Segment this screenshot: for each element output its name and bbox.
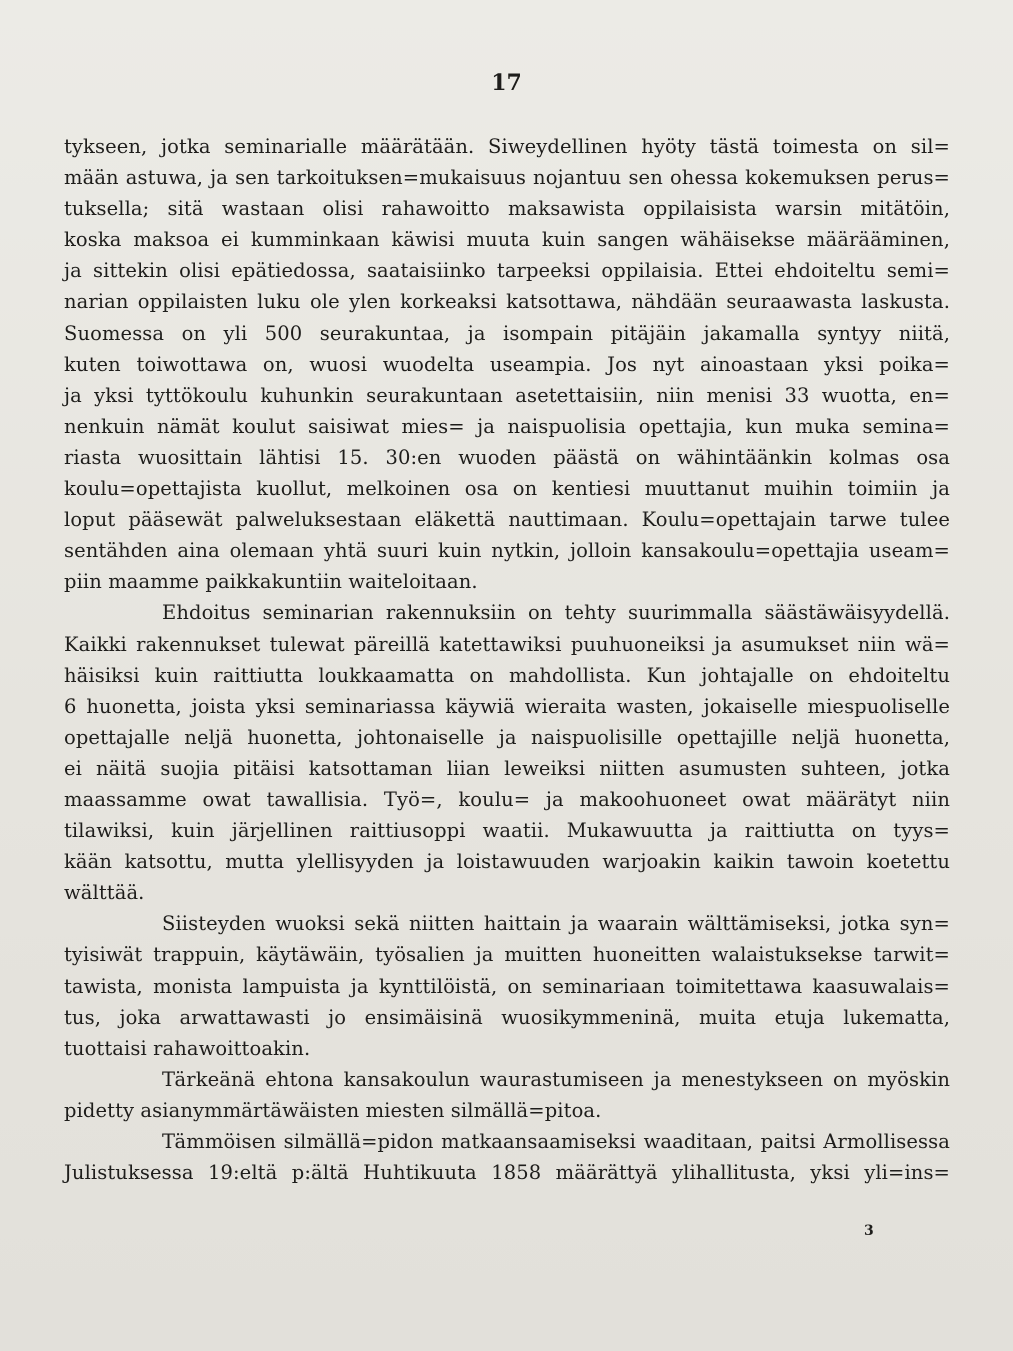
text-line: mään astuwa, ja sen tarkoituksen=mukaisuus nojantuu sen ohessa kokemuksen perus= [64,166,950,190]
text-line: Tärkeänä ehtona kansakoulun waurastumiseen ja menestykseen on myöskin [162,1067,950,1091]
text-line: Siisteyden wuoksi sekä niitten haittain ja waarain wälttämiseksi, jotka syn= [162,912,950,936]
page-number: 17 [491,70,522,96]
text-line: häisiksi kuin raittiutta loukkaamatta on mahdollista. Kun johtajalle on ehdoiteltu [64,663,950,687]
text-line: tyisiwät trappuin, käytäwäin, työsalien ja muitten huoneitten walaistuksekse tarwit= [64,943,950,967]
signature-mark: 3 [864,1223,874,1239]
text-line: kään katsottu, mutta ylellisyyden ja loistawuuden warjoakin kaikin tawoin koetettu [64,850,950,874]
text-line: riasta wuosittain lähtisi 15. 30:en wuoden päästä on wähintäänkin kolmas osa [64,445,950,469]
text-line: maassamme owat tawallisia. Työ=, koulu= ja makoohuoneet owat määrätyt niin [64,787,950,811]
text-line: loput pääsewät palweluksestaan eläkettä nauttimaan. Koulu=opettajain tarwe tulee [64,508,950,532]
text-line: ja yksi tyttökoulu kuhunkin seurakuntaan asetettaisiin, niin menisi 33 wuotta, en= [64,383,950,407]
text-line: ja sittekin olisi epätiedossa, saataisiinko tarpeeksi oppilaisia. Ettei ehdoiteltu semi= [64,259,950,283]
text-line: nenkuin nämät koulut saisiwat mies= ja naispuolisia opettajia, kun muka semina= [64,414,950,438]
text-line: koulu=opettajista kuollut, melkoinen osa on kentiesi muuttanut muihin toimiin ja [64,477,950,501]
text-line: tus, joka arwattawasti jo ensimäisinä wuosikymmeninä, muita etuja lukematta, [64,1005,950,1029]
text-line: 6 huonetta, joista yksi seminariassa käywiä wieraita wasten, jokaiselle miespuoliselle [64,694,950,718]
text-line: sentähden aina olemaan yhtä suuri kuin nytkin, jolloin kansakoulu=opettajia useam= [64,539,950,563]
text-line: tawista, monista lampuista ja kynttilöistä, on seminariaan toimitettawa kaasuwalais= [64,974,950,998]
body-text [64,131,950,1188]
text-line: piin maamme paikkakuntiin waiteloitaan. [64,570,478,594]
text-line: Tämmöisen silmällä=pidon matkaansaamiseksi waaditaan, paitsi Armollisessa [162,1130,950,1153]
text-line: Suomessa on yli 500 seurakuntaa, ja isompain pitäjäin jakamalla syntyy niitä, [64,321,950,345]
text-line: tykseen, jotka seminarialle määrätään. Siweydellinen hyöty tästä toimesta on sil= [64,135,950,158]
text-line: opettajalle neljä huonetta, johtonaiselle ja naispuolisille opettajille neljä huonetta, [64,725,950,749]
text-line: kuten toiwottawa on, wuosi wuodelta useampia. Jos nyt ainoastaan yksi poika= [64,352,950,376]
text-line: koska maksoa ei kumminkaan käwisi muuta kuin sangen wähäisekse määrääminen, [64,228,950,252]
text-line: Kaikki rakennukset tulewat päreillä katettawiksi puuhuoneiksi ja asumukset niin wä= [64,632,950,656]
text-line: tuottaisi rahawoittoakin. [64,1036,311,1060]
text-line: pidetty asianymmärtäwäisten miesten silmällä=pitoa. [64,1098,602,1122]
text-line: tuksella; sitä wastaan olisi rahawoitto maksawista oppilaisista warsin mitätöin, [64,197,950,221]
text-line: Julistuksessa 19:eltä p:ältä Huhtikuuta 1858 määrättyä ylihallitusta, yksi yli=ins= [64,1161,950,1185]
text-line: Ehdoitus seminarian rakennuksiin on tehty suurimmalla säästäwäisyydellä. [162,601,950,625]
text-line: wälttää. [64,881,145,905]
text-line: tilawiksi, kuin järjellinen raittiusoppi waatii. Mukawuutta ja raittiutta on tyys= [64,819,950,843]
text-line: ei näitä suojia pitäisi katsottaman liian leweiksi niitten asumusten suhteen, jotka [64,756,950,780]
text-line: narian oppilaisten luku ole ylen korkeaksi katsottawa, nähdään seuraawasta laskusta. [64,290,950,314]
